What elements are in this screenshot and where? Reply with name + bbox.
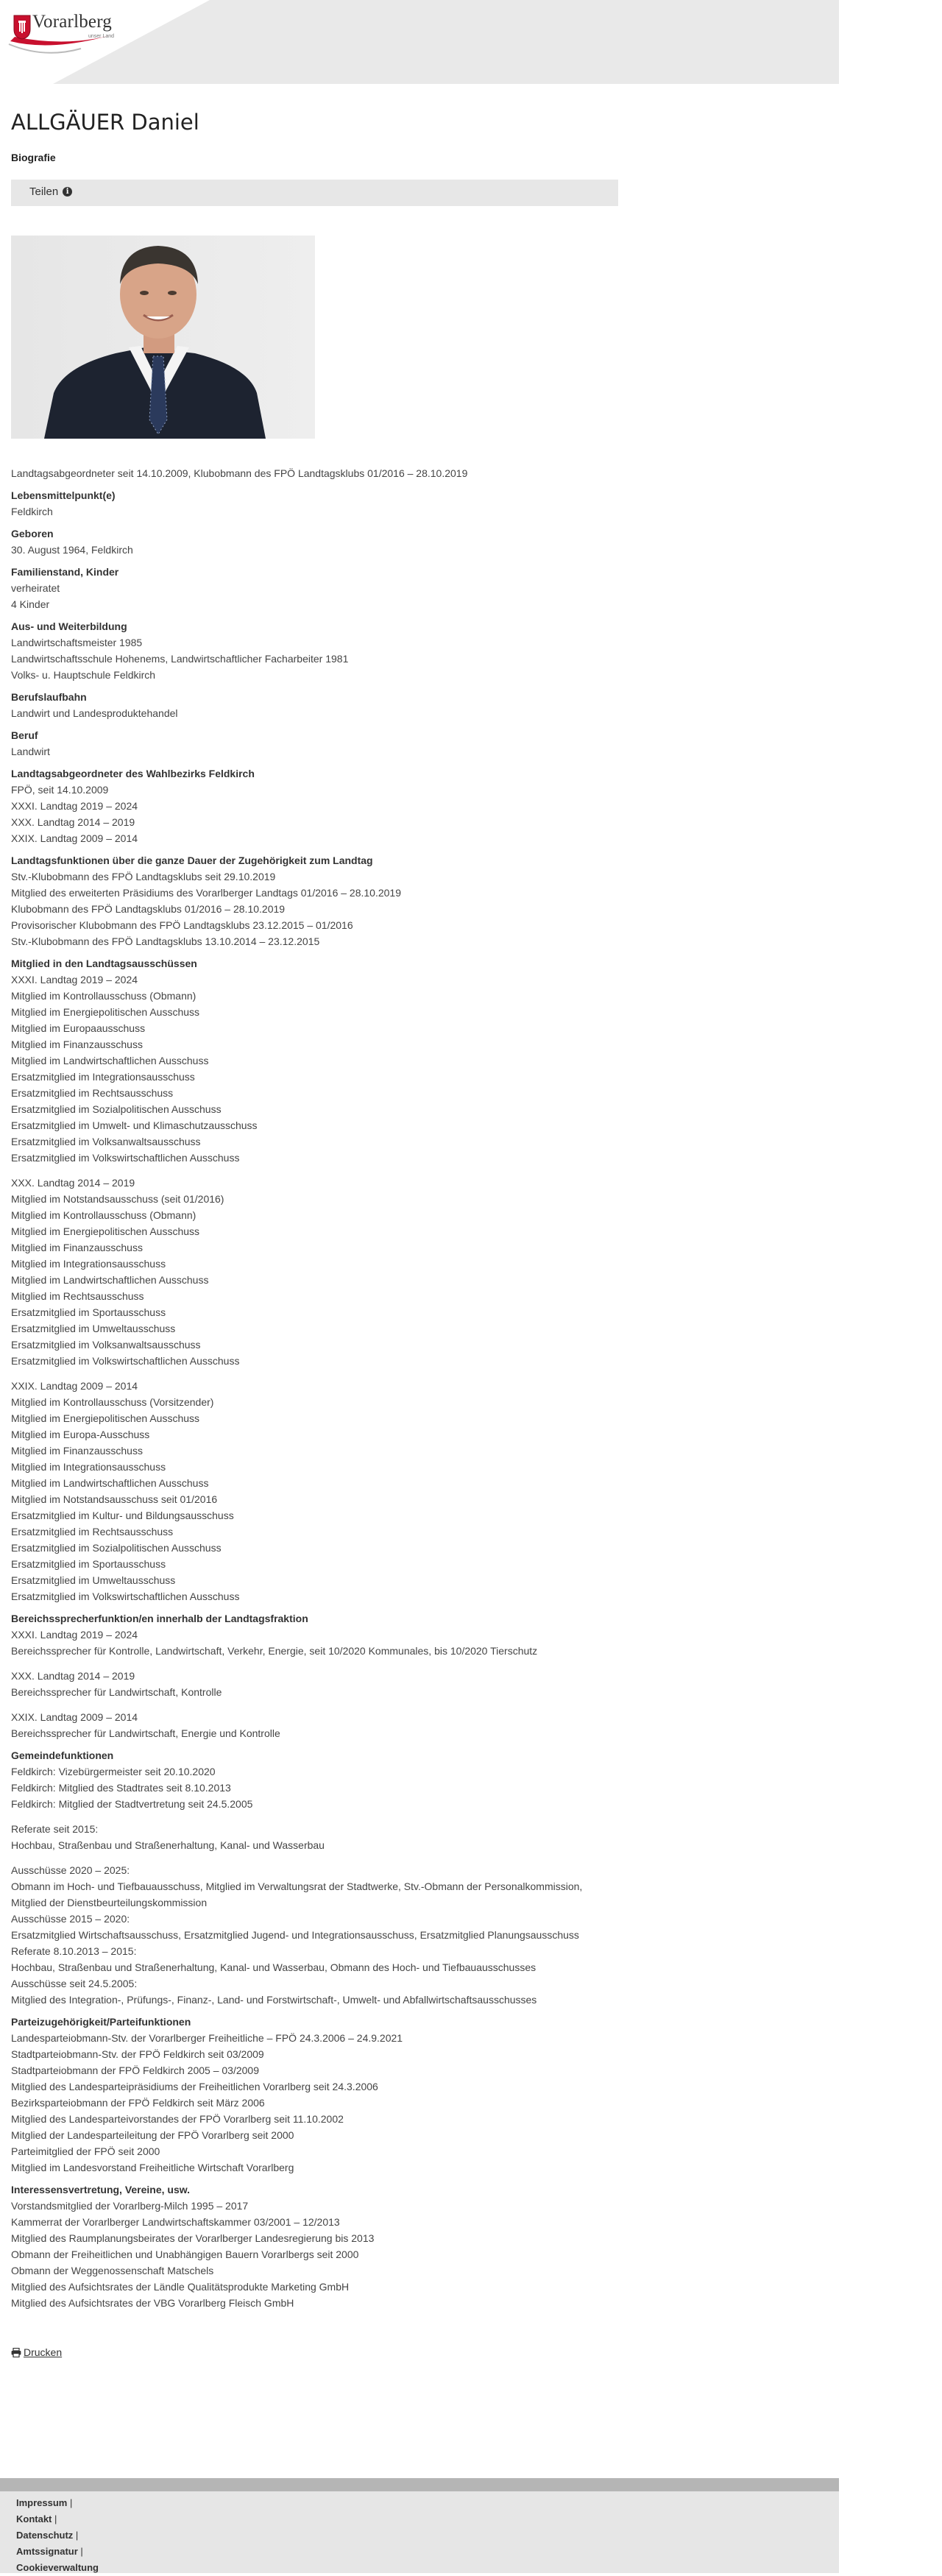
bio-line: Landwirt [11, 746, 50, 757]
bio-line: Stv.-Klubobmann des FPÖ Landtagsklubs 13.10.2014 – 23.12.2015 [11, 935, 320, 947]
footer-link-row [16, 2511, 839, 2527]
bio-sections [11, 487, 828, 2311]
main-content [0, 84, 828, 2361]
bio-line: Provisorischer Klubobmann des FPÖ Landtagsklubs 23.12.2015 – 01/2016 [11, 919, 353, 931]
bio-line: Ersatzmitglied Wirtschaftsausschuss, Ersatzmitglied Jugend- und Integrationsausschuss, Ersatzmitglied Planungsausschuss [11, 1929, 579, 1941]
bio-line: Mitglied der Dienstbeurteilungskommission [11, 1897, 208, 1908]
bio-line: Mitglied im Kontrollausschuss (Vorsitzender) [11, 1396, 214, 1408]
bio-line: Feldkirch: Mitglied der Stadtvertretung seit 24.5.2005 [11, 1798, 253, 1810]
page-subheading: Biografie [11, 152, 56, 163]
bio-line-gap [11, 1659, 828, 1668]
bio-line: 30. August 1964, Feldkirch [11, 544, 133, 556]
page-title: ALLGÄUER Daniel [11, 110, 199, 135]
bio-line: Ausschüsse seit 24.5.2005: [11, 1978, 138, 1989]
bio-line: Mitglied des Raumplanungsbeirates der Vorarlberger Landesregierung bis 2013 [11, 2232, 375, 2244]
bio-line: XXIX. Landtag 2009 – 2014 [11, 1380, 138, 1392]
footer-separator: | [75, 2530, 79, 2541]
share-button[interactable] [29, 185, 72, 198]
bio-line: Obmann der Weggenossenschaft Matschels [11, 2265, 214, 2276]
bio-line: Obmann der Freiheitlichen und Unabhängigen Bauern Vorarlbergs seit 2000 [11, 2248, 359, 2260]
logo-subtitle: unser Land [88, 34, 115, 39]
bio-line: Mitglied im Energiepolitischen Ausschuss [11, 1225, 200, 1237]
bio-line: Parteimitglied der FPÖ seit 2000 [11, 2145, 160, 2157]
bio-line: XXX. Landtag 2014 – 2019 [11, 1670, 135, 1682]
bio-line: XXIX. Landtag 2009 – 2014 [11, 1711, 138, 1723]
bio-line: Ersatzmitglied im Integrationsausschuss [11, 1071, 195, 1083]
bio-section-title: Lebensmittelpunkt(e) [11, 489, 116, 501]
bio-section [11, 487, 828, 520]
share-bar [11, 180, 618, 206]
bio-line: Ersatzmitglied im Kultur- und Bildungsausschuss [11, 1510, 234, 1521]
bio-line: Ersatzmitglied im Sozialpolitischen Ausschuss [11, 1542, 222, 1554]
bio-section-title: Familienstand, Kinder [11, 566, 119, 578]
footer-link-cookieverwaltung[interactable]: Cookieverwaltung [16, 2562, 99, 2573]
bio-line-gap [11, 1166, 828, 1175]
bio-line: Ersatzmitglied im Volksanwaltsausschuss [11, 1339, 201, 1351]
bio-line: Feldkirch [11, 506, 53, 517]
bio-line: Mitglied des Integration-, Prüfungs-, Finanz-, Land- und Forstwirtschaft-, Umwelt- und Abfallwirtschaftsausschusses [11, 1994, 537, 2006]
bio-line: Ersatzmitglied im Umwelt- und Klimaschutzausschuss [11, 1119, 258, 1131]
bio-intro: Landtagsabgeordneter seit 14.10.2009, Klubobmann des FPÖ Landtagsklubs 01/2016 – 28.10.2019 [11, 467, 468, 479]
bio-line: verheiratet [11, 582, 60, 594]
footer-link-row [16, 2495, 839, 2511]
bio-line: Stadtparteiobmann der FPÖ Feldkirch 2005 – 03/2009 [11, 2064, 259, 2076]
bio-line: XXXI. Landtag 2019 – 2024 [11, 800, 138, 812]
logo-text: Vorarlberg [32, 12, 112, 32]
bio-section [11, 727, 828, 760]
bio-line: XXIX. Landtag 2009 – 2014 [11, 832, 138, 844]
bio-line: Landwirt und Landesproduktehandel [11, 707, 178, 719]
bio-section-title: Geboren [11, 528, 54, 539]
bio-line: Mitglied im Rechtsausschuss [11, 1290, 144, 1302]
footer-divider-bar [0, 2478, 839, 2491]
bio-line: Landesparteiobmann-Stv. der Vorarlberger Freiheitliche – FPÖ 24.3.2006 – 24.9.2021 [11, 2032, 403, 2044]
bio-section [11, 765, 828, 846]
bio-line: Mitglied im Landwirtschaftlichen Ausschuss [11, 1274, 209, 1286]
bio-line: Mitglied im Notstandsausschuss (seit 01/2016) [11, 1193, 224, 1205]
bio-line: Mitglied im Finanzausschuss [11, 1242, 143, 1253]
bio-line: Ersatzmitglied im Rechtsausschuss [11, 1087, 174, 1099]
biography [11, 465, 828, 2311]
bio-line: Feldkirch: Vizebürgermeister seit 20.10.2020 [11, 1766, 216, 1777]
bio-line: Obmann im Hoch- und Tiefbauausschuss, Mitglied im Verwaltungsrat der Stadtwerke, Stv.-Obmann der Personalkommission, [11, 1880, 583, 1892]
bio-line: Mitglied des Aufsichtsrates der VBG Vorarlberg Fleisch GmbH [11, 2297, 294, 2309]
bio-line: Ersatzmitglied im Umweltausschuss [11, 1323, 176, 1334]
bio-section [11, 618, 828, 683]
footer-separator: | [70, 2497, 73, 2508]
site-footer [0, 2491, 839, 2573]
bio-line: Mitglied im Kontrollausschuss (Obmann) [11, 1209, 196, 1221]
bio-line-gap [11, 1812, 828, 1821]
bio-line: Landwirtschaftsschule Hohenems, Landwirtschaftlicher Facharbeiter 1981 [11, 653, 349, 665]
bio-section [11, 564, 828, 612]
footer-link-row [16, 2544, 839, 2560]
footer-separator: | [80, 2546, 83, 2557]
home-logo-link[interactable] [0, 0, 243, 84]
bio-line: Ersatzmitglied im Volkswirtschaftlichen Ausschuss [11, 1590, 240, 1602]
bio-line: Ersatzmitglied im Sportausschuss [11, 1558, 166, 1570]
bio-line: Ersatzmitglied im Volksanwaltsausschuss [11, 1136, 201, 1147]
bio-section [11, 955, 828, 1604]
bio-line: Mitglied im Energiepolitischen Ausschuss [11, 1006, 200, 1018]
share-label: Teilen [29, 185, 59, 198]
bio-line: Ersatzmitglied im Sozialpolitischen Ausschuss [11, 1103, 222, 1115]
bio-line: Mitglied im Finanzausschuss [11, 1445, 143, 1457]
bio-section-title: Interessensvertretung, Vereine, usw. [11, 2184, 191, 2195]
bio-line: Stadtparteiobmann-Stv. der FPÖ Feldkirch seit 03/2009 [11, 2048, 264, 2060]
bio-line: Mitglied im Europaausschuss [11, 1022, 146, 1034]
bio-line: Mitglied im Notstandsausschuss seit 01/2016 [11, 1493, 218, 1505]
bio-section-title: Berufslaufbahn [11, 691, 87, 703]
bio-line: Mitglied im Integrationsausschuss [11, 1258, 166, 1270]
bio-line: Hochbau, Straßenbau und Straßenerhaltung, Kanal- und Wasserbau, Obmann des Hoch- und Tiefbauausschusses [11, 1961, 536, 1973]
bio-section [11, 852, 828, 949]
bio-line: Feldkirch: Mitglied des Stadtrates seit 8.10.2013 [11, 1782, 231, 1794]
bio-line: Mitglied im Landwirtschaftlichen Ausschuss [11, 1055, 209, 1066]
bio-line: Mitglied des Landesparteipräsidiums der Freiheitlichen Vorarlberg seit 24.3.2006 [11, 2081, 378, 2092]
bio-line: Ausschüsse 2020 – 2025: [11, 1864, 130, 1876]
bio-line: Mitglied des Aufsichtsrates der Ländle Qualitätsprodukte Marketing GmbH [11, 2281, 350, 2293]
footer-link-row [16, 2560, 839, 2576]
bio-section [11, 2014, 828, 2176]
bio-line: Ersatzmitglied im Sportausschuss [11, 1306, 166, 1318]
bio-line: XXXI. Landtag 2019 – 2024 [11, 1629, 138, 1641]
bio-section [11, 689, 828, 721]
bio-line: Stv.-Klubobmann des FPÖ Landtagsklubs seit 29.10.2019 [11, 871, 276, 882]
bio-line: Ausschüsse 2015 – 2020: [11, 1913, 130, 1925]
bio-section [11, 1610, 828, 1741]
bio-line: Klubobmann des FPÖ Landtagsklubs 01/2016 – 28.10.2019 [11, 903, 286, 915]
bio-section-title: Beruf [11, 729, 38, 741]
bio-line: Bezirksparteiobmann der FPÖ Feldkirch seit März 2006 [11, 2097, 265, 2109]
bio-line: Mitglied im Energiepolitischen Ausschuss [11, 1412, 200, 1424]
bio-line: Mitglied im Landesvorstand Freiheitliche Wirtschaft Vorarlberg [11, 2162, 294, 2173]
bio-line: Bereichssprecher für Kontrolle, Landwirtschaft, Verkehr, Energie, seit 10/2020 Kommunales, bis 10/2020 Tierschutz [11, 1645, 538, 1657]
bio-line: Mitglied im Finanzausschuss [11, 1038, 143, 1050]
bio-section-title: Mitglied in den Landtagsausschüssen [11, 958, 197, 969]
bio-line: Ersatzmitglied im Umweltausschuss [11, 1574, 176, 1586]
printer-icon [11, 2348, 21, 2357]
bio-line: Hochbau, Straßenbau und Straßenerhaltung, Kanal- und Wasserbau [11, 1839, 325, 1851]
bio-line: Bereichssprecher für Landwirtschaft, Kontrolle [11, 1686, 222, 1698]
bio-line: Ersatzmitglied im Volkswirtschaftlichen Ausschuss [11, 1355, 240, 1367]
bio-line: Mitglied im Integrationsausschuss [11, 1461, 166, 1473]
bio-line: Volks- u. Hauptschule Feldkirch [11, 669, 156, 681]
footer-links [0, 2491, 839, 2576]
footer-link-amtssignatur[interactable]: Amtssignatur [16, 2546, 78, 2557]
bio-line: Vorstandsmitglied der Vorarlberg-Milch 1995 – 2017 [11, 2200, 249, 2212]
bio-line: Mitglied im Europa-Ausschuss [11, 1429, 150, 1440]
bio-line: Referate seit 2015: [11, 1823, 99, 1835]
bio-line: Mitglied im Kontrollausschuss (Obmann) [11, 990, 196, 1002]
bio-line-gap [11, 1369, 828, 1378]
bio-section [11, 2182, 828, 2311]
footer-link-row [16, 2527, 839, 2544]
bio-line: Ersatzmitglied im Rechtsausschuss [11, 1526, 174, 1538]
bio-section-title: Landtagsabgeordneter des Wahlbezirks Feldkirch [11, 768, 255, 779]
bio-line: Referate 8.10.2013 – 2015: [11, 1945, 137, 1957]
bio-line: XXXI. Landtag 2019 – 2024 [11, 974, 138, 986]
bio-line: XXX. Landtag 2014 – 2019 [11, 1177, 135, 1189]
info-circle-icon: i [63, 187, 72, 197]
bio-section-title: Gemeindefunktionen [11, 1749, 114, 1761]
bio-line: XXX. Landtag 2014 – 2019 [11, 816, 135, 828]
print-link[interactable] [11, 2346, 62, 2358]
site-header [0, 0, 839, 84]
logo-panel [0, 0, 243, 84]
bio-line: Mitglied im Landwirtschaftlichen Ausschuss [11, 1477, 209, 1489]
portrait-photo [11, 236, 315, 439]
bio-line-gap [11, 1853, 828, 1862]
bio-section-title: Aus- und Weiterbildung [11, 620, 127, 632]
bio-line: Mitglied der Landesparteileitung der FPÖ Vorarlberg seit 2000 [11, 2129, 294, 2141]
bio-line-gap [11, 1700, 828, 1709]
bio-section [11, 1747, 828, 2008]
footer-link-impressum[interactable]: Impressum [16, 2497, 68, 2508]
bio-line: Kammerrat der Vorarlberger Landwirtschaftskammer 03/2001 – 12/2013 [11, 2216, 340, 2228]
footer-link-datenschutz[interactable]: Datenschutz [16, 2530, 74, 2541]
bio-line: Mitglied des Landesparteivorstandes der FPÖ Vorarlberg seit 11.10.2002 [11, 2113, 344, 2125]
bio-section [11, 526, 828, 558]
footer-separator: | [54, 2513, 57, 2524]
bio-line: Landwirtschaftsmeister 1985 [11, 637, 143, 648]
bio-section-title: Landtagsfunktionen über die ganze Dauer der Zugehörigkeit zum Landtag [11, 854, 373, 866]
bio-section-title: Parteizugehörigkeit/Parteifunktionen [11, 2016, 191, 2028]
print-label: Drucken [24, 2346, 63, 2358]
bio-line: Bereichssprecher für Landwirtschaft, Energie und Kontrolle [11, 1727, 280, 1739]
bio-line: Mitglied des erweiterten Präsidiums des Vorarlberger Landtags 01/2016 – 28.10.2019 [11, 887, 401, 899]
bio-line: 4 Kinder [11, 598, 50, 610]
coat-of-arms-icon [13, 15, 31, 40]
bio-line: Ersatzmitglied im Volkswirtschaftlichen Ausschuss [11, 1152, 240, 1164]
footer-link-kontakt[interactable]: Kontakt [16, 2513, 52, 2524]
bio-line: FPÖ, seit 14.10.2009 [11, 784, 109, 796]
bio-section-title: Bereichssprecherfunktion/en innerhalb der Landtagsfraktion [11, 1613, 308, 1624]
